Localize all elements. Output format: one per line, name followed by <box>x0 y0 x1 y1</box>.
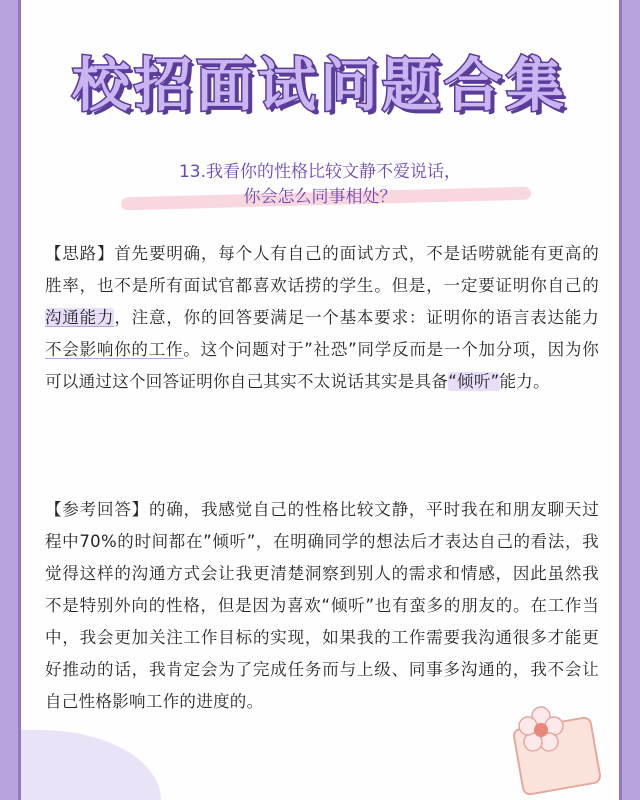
thinking-text-a: 首先要明确，每个人有自己的面试方式，不是话唠就能有更高的胜率，也不是所有面试官都喜欢话捞的学生。但是，一定要证明你自己的 <box>45 244 600 295</box>
page-title: 校招面试问题合集 <box>71 51 568 119</box>
decorative-blob <box>21 730 161 800</box>
thinking-text-c: 。这个问题对于”社恐”同学反而是一个加分项，因为你可以通过这个回答证明你自己其实不太说话其实是具备 <box>45 340 599 391</box>
thinking-tag: 【思路】 <box>45 244 115 263</box>
answer-text: 的确，我感觉自己的性格比较文静，平时我在和朋友聊天过程中70%的时间都在”倾听”，在明确同学的想法后才表达自己的看法，我觉得这样的沟通方式会让我更清楚洞察到别人的需求和情感，因此虽然我不是特别外向的性格，但是因为喜欢“倾听”也有蛮多的朋友的。在工作当中，我会更加关注工作目标的实现，如果我的工作需要我沟通很多才能更好推动的话，我肯定会为了完成任务而与上级、同事多沟通的，我不会让自己性格影响工作的进度的。 <box>45 500 599 711</box>
answer-paragraph <box>45 494 599 718</box>
thinking-text-b: ，注意，你的回答要满足一个基本要求：证明你的语言表达能力 <box>114 308 600 327</box>
question-line-1: 13.我看你的性格比较文静不爱说话， <box>178 162 462 182</box>
flower-icon <box>517 706 565 754</box>
highlight-not-affect-work: 不会影响你的工作 <box>45 340 184 359</box>
highlight-communication-ability: 沟通能力 <box>45 308 115 327</box>
thinking-text-d: 能力。 <box>499 372 550 391</box>
answer-tag: 【参考回答】 <box>45 500 149 519</box>
question-heading <box>21 160 619 210</box>
thinking-paragraph <box>45 238 599 398</box>
content-card <box>18 0 622 800</box>
question-line-2: 你会怎么同事相处？ <box>243 187 397 207</box>
highlight-listening: “倾听” <box>448 372 500 391</box>
